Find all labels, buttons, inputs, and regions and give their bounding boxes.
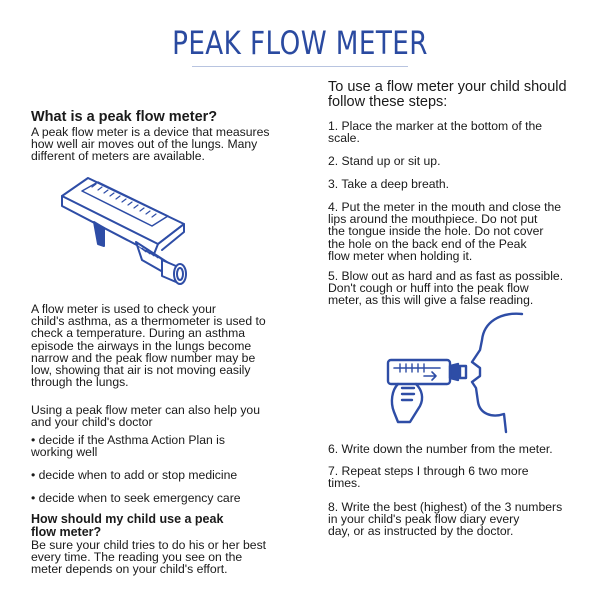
paragraph-definition: A peak flow meter is a device that measures how well air moves out of the lungs. Many different of meters are available. (31, 125, 270, 164)
peak-flow-meter-icon (58, 168, 198, 293)
page-title: PEAK FLOW METER (172, 24, 428, 62)
step-item: 3. Take a deep breath. (328, 177, 450, 191)
paragraph-helps: Using a peak flow meter can also help you and your child's doctor (31, 403, 260, 430)
heading-what-is: What is a peak flow meter? (31, 109, 218, 125)
bullet-item: • decide if the Asthma Action Plan is working well (31, 433, 225, 460)
step-item: 2. Stand up or sit up. (328, 154, 441, 168)
paragraph-usage: A flow meter is used to check your child's asthma, as a thermometer is used to check a temperature. During an asthma episode the airways in the lungs become narrow and the peak flow number may be low, showing that air is not moving easily through the lungs. (31, 302, 266, 390)
step-item: 4. Put the meter in the mouth and close the lips around the mouthpiece. Do not put the tongue inside the hole. Do not cover the hole on the back end of the Peak flow meter when holding it. (328, 200, 562, 263)
heading-how-to: How should my child use a peak flow meter? (31, 512, 224, 539)
title-underline (192, 66, 408, 67)
step-item: 6. Write down the number from the meter. (328, 442, 553, 456)
paragraph-effort: Be sure your child tries to do his or her best every time. The reading you see on the meter depends on your child's effort. (31, 538, 267, 577)
person-using-meter-icon (380, 310, 530, 435)
step-item: 8. Write the best (highest) of the 3 numbers in your child's peak flow diary every day, or as instructed by the doctor. (328, 500, 563, 539)
step-item: 7. Repeat steps I through 6 two more times. (328, 464, 529, 491)
bullet-item: • decide when to add or stop medicine (31, 468, 238, 482)
step-item: 5. Blow out as hard and as fast as possible. Don't cough or huff into the peak flow meter, as this will give a false reading. (328, 269, 564, 308)
step-item: 1. Place the marker at the bottom of the scale. (328, 119, 543, 146)
steps-intro: To use a flow meter your child should follow these steps: (328, 79, 567, 110)
bullet-item: • decide when to seek emergency care (31, 491, 241, 505)
